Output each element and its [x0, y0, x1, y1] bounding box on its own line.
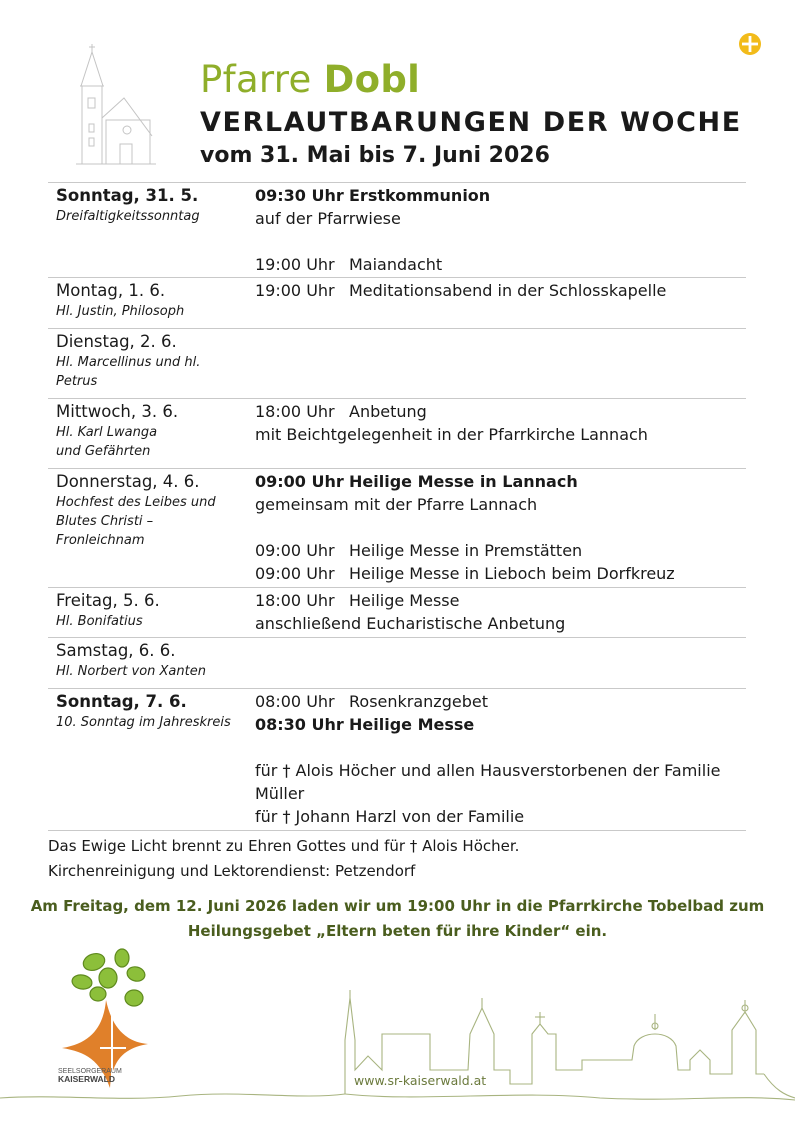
feast-name: Hl. Norbert von Xanten: [56, 664, 206, 679]
day-name: Donnerstag, 4. 6.: [56, 472, 200, 491]
event-text: Rosenkranzgebet: [349, 692, 488, 711]
day-name: Samstag, 6. 6.: [56, 641, 176, 660]
day-name: Montag, 1. 6.: [56, 281, 166, 300]
feast-name: Hl. Karl Lwanga: [56, 425, 158, 440]
schedule-row: [48, 588, 746, 638]
day-name: Sonntag, 31. 5.: [56, 186, 199, 205]
event-line: [255, 759, 745, 782]
event-text: Erstkommunion: [349, 186, 491, 205]
parish-title: Pfarre Dobl: [200, 58, 421, 101]
event-time: 18:00 Uhr: [255, 591, 335, 610]
event-text: Müller: [255, 784, 305, 803]
feast-name: Dreifaltigkeitssonntag: [56, 209, 200, 224]
note-cleaning-service: Kirchenreinigung und Lektorendienst: Petzendorf: [48, 862, 416, 880]
page-title: VERLAUTBARUNGEN DER WOCHE: [200, 107, 742, 138]
event-text: für † Johann Harzl von der Familie: [255, 807, 525, 826]
day-column: [56, 689, 246, 732]
events-column: [255, 278, 745, 302]
town-skyline-illustration: [0, 990, 795, 1124]
feast-name: Hl. Justin, Philosoph: [56, 304, 185, 319]
events-column: [255, 183, 745, 276]
event-text: Heilige Messe in Lannach: [349, 472, 578, 491]
event-text: gemeinsam mit der Pfarre Lannach: [255, 495, 538, 514]
day-column: [56, 638, 246, 681]
event-line: [255, 253, 745, 276]
event-line: [255, 713, 745, 736]
day-name: Dienstag, 2. 6.: [56, 332, 177, 351]
event-text: Maiandacht: [349, 255, 443, 274]
events-column: [255, 399, 745, 446]
event-text: Heilige Messe: [349, 715, 475, 734]
day-name: Sonntag, 7. 6.: [56, 692, 187, 711]
feast-name: Hl. Marcellinus und hl.: [56, 355, 201, 370]
event-line: [255, 562, 745, 585]
event-text: Meditationsabend in der Schlosskapelle: [349, 281, 667, 300]
events-column: [255, 638, 745, 639]
day-name: Freitag, 5. 6.: [56, 591, 160, 610]
day-column: [56, 588, 246, 631]
feast-name: Petrus: [56, 374, 98, 389]
event-text: Heilige Messe in Lieboch beim Dorfkreuz: [349, 564, 675, 583]
events-column: [255, 329, 745, 330]
feast-name: Hochfest des Leibes und: [56, 495, 216, 510]
event-time: 09:00 Uhr: [255, 564, 335, 583]
event-line: [255, 423, 745, 446]
invitation-announcement: [0, 894, 795, 944]
feast-name: Fronleichnam: [56, 533, 145, 548]
date-range: vom 31. Mai bis 7. Juni 2026: [200, 143, 550, 168]
event-line: [255, 400, 745, 423]
event-text: auf der Pfarrwiese: [255, 209, 401, 228]
day-column: [56, 183, 246, 226]
cross-logo-icon: [738, 32, 762, 56]
day-column: [56, 399, 246, 461]
day-column: [56, 469, 246, 550]
event-line: [255, 782, 745, 805]
event-text: für † Alois Höcher und allen Hausverstorbenen der Familie: [255, 761, 721, 780]
event-line: [255, 805, 745, 828]
notes: [48, 834, 519, 884]
events-column: [255, 689, 745, 828]
event-text: anschließend Eucharistische Anbetung: [255, 614, 566, 633]
event-text: mit Beichtgelegenheit in der Pfarrkirche Lannach: [255, 425, 648, 444]
event-line: [255, 279, 745, 302]
schedule-row: [48, 329, 746, 399]
event-time: 09:00 Uhr: [255, 541, 335, 560]
event-line: [255, 612, 745, 635]
event-time: 09:30 Uhr: [255, 186, 344, 205]
invitation-line-2: Heilungsgebet „Eltern beten für ihre Kinder“ ein.: [187, 922, 608, 940]
feast-name: Hl. Bonifatius: [56, 614, 143, 629]
event-text: Anbetung: [349, 402, 427, 421]
church-illustration: [76, 42, 156, 166]
logo-text-line-2: KAISERWALD: [58, 1074, 115, 1084]
event-line: [255, 690, 745, 713]
day-column: [56, 278, 246, 321]
event-time: 19:00 Uhr: [255, 255, 335, 274]
events-column: [255, 588, 745, 635]
events-column: [255, 469, 745, 585]
event-text: Heilige Messe in Premstätten: [349, 541, 583, 560]
website-link[interactable]: www.sr-kaiserwald.at: [354, 1073, 487, 1088]
event-time: 08:30 Uhr: [255, 715, 344, 734]
day-column: [56, 329, 246, 391]
event-line: [255, 207, 745, 230]
event-time: 19:00 Uhr: [255, 281, 335, 300]
event-line: [255, 589, 745, 612]
event-time: 09:00 Uhr: [255, 472, 344, 491]
event-line: [255, 470, 745, 493]
schedule-row: [48, 278, 746, 329]
event-time: 18:00 Uhr: [255, 402, 335, 421]
schedule-row: [48, 638, 746, 689]
weekly-schedule: [48, 182, 746, 831]
note-eternal-light: Das Ewige Licht brennt zu Ehren Gottes und für † Alois Höcher.: [48, 837, 520, 855]
logo-text-line-1: SEELSORGERAUM: [58, 1068, 122, 1075]
invitation-line-1: Am Freitag, dem 12. Juni 2026 laden wir um 19:00 Uhr in die Pfarrkirche Tobelbad zum: [30, 897, 765, 915]
event-line: [255, 539, 745, 562]
event-text: Heilige Messe: [349, 591, 460, 610]
schedule-row: [48, 689, 746, 831]
day-name: Mittwoch, 3. 6.: [56, 402, 179, 421]
feast-name: Blutes Christi –: [56, 514, 154, 529]
event-line: [255, 493, 745, 516]
feast-name: und Gefährten: [56, 444, 151, 459]
schedule-row: [48, 469, 746, 588]
feast-name: 10. Sonntag im Jahreskreis: [56, 715, 231, 730]
schedule-row: [48, 399, 746, 469]
event-line: [255, 184, 745, 207]
schedule-row: [48, 183, 746, 278]
event-time: 08:00 Uhr: [255, 692, 335, 711]
